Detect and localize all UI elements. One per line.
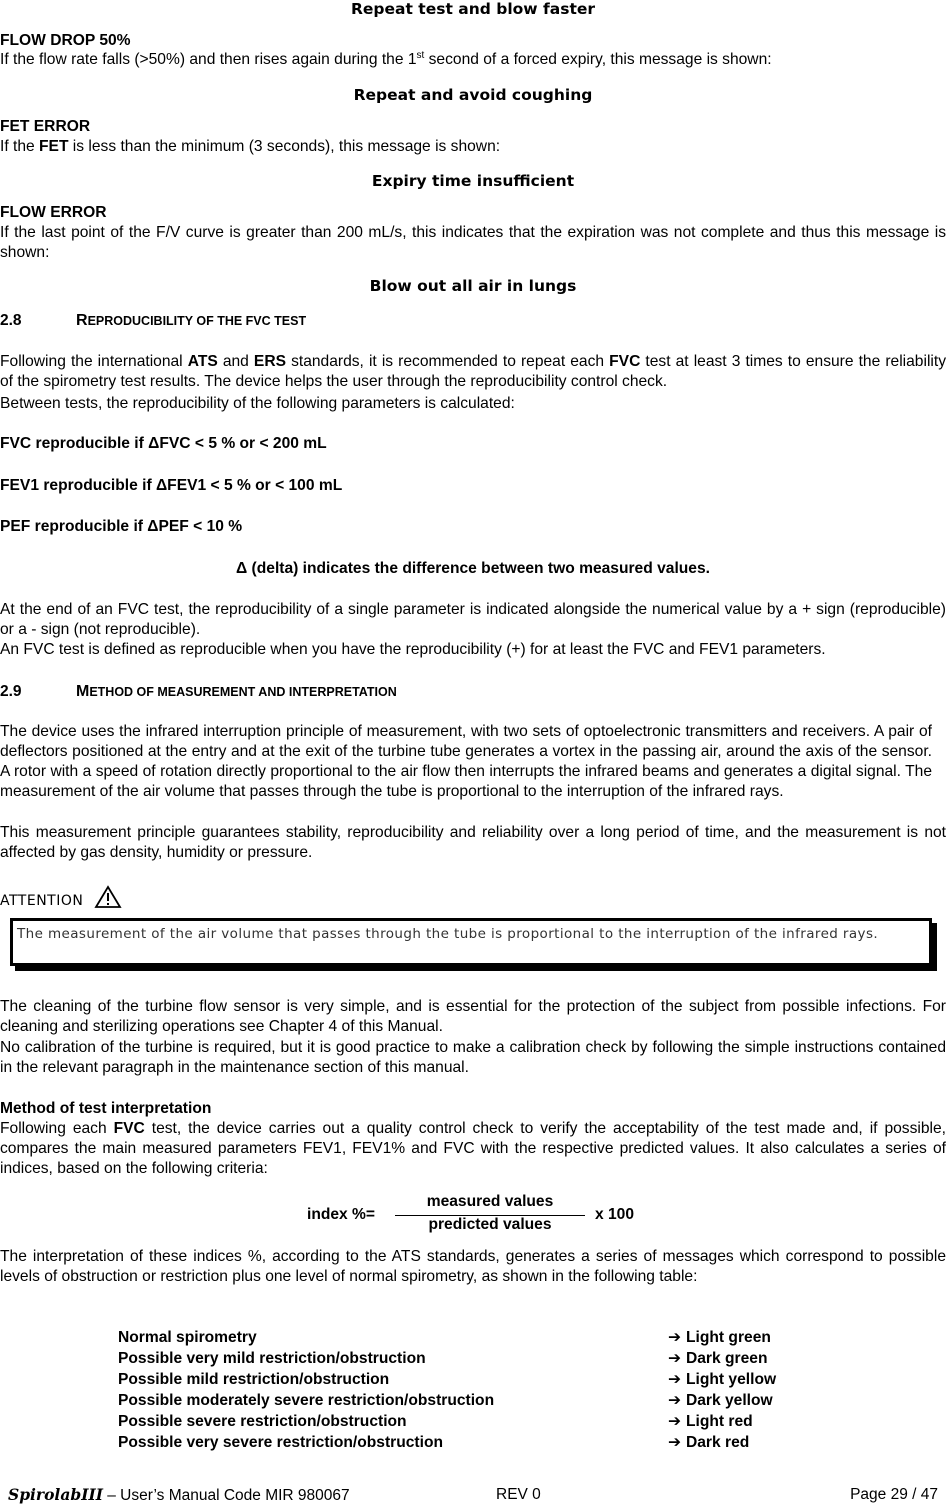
arrow-right-icon: ➔: [668, 1413, 682, 1430]
arrow-right-icon: ➔: [668, 1371, 682, 1388]
message-repeat-faster: Repeat test and blow faster: [350, 0, 596, 18]
delta-note: Δ (delta) indicates the difference between two measured values.: [236, 560, 710, 577]
flow-error-title: FLOW ERROR: [0, 204, 107, 221]
interpretation-paragraph: Following each FVC test, the device carries out a quality control check to verify the acceptability of the test made and, if possible, compares the main measured parameters FEV1, FEV1% and FVC with the respective predicted values. It also calculates a series of indices, based on the following criteria:: [0, 1120, 946, 1177]
message-avoid-coughing: Repeat and avoid coughing: [353, 86, 593, 104]
message-blow-out-air: Blow out all air in lungs: [369, 277, 577, 295]
fet-error-title: FET ERROR: [0, 118, 91, 135]
measurement-principle-paragraph: The device uses the infrared interruption principle of measurement, with two sets of optoelectronic transmitters and receivers. A pair of deflectors positioned at the entry and at the exit of the turbine tube generates a vortex in the passing air, around the axis of the sensor. A rotor with a speed of rotation directly proportional to the air flow then interrupts the infrared beams and generates a digital signal. The measurement of the air volume that passes through the tube is proportional to the interruption of the infrared rays.: [0, 723, 932, 800]
flow-error-text: If the last point of the F/V curve is greater than 200 mL/s, this indicates that the expiration was not complete and thus this message is shown:: [0, 224, 946, 261]
section-2-8-heading: 2.8 REPRODUCIBILITY OF THE FVC TEST: [0, 312, 307, 329]
interpretation-table-intro: The interpretation of these indices %, according to the ATS standards, generates a series of messages which correspond to possible levels of obstruction or restriction plus one level of normal spirometry, as shown in the following table:: [0, 1248, 946, 1285]
flow-drop-text: If the flow rate falls (>50%) and then rises again during the 1st second of a forced expiry, this message is shown:: [0, 49, 772, 68]
criteria-row: Possible mild restriction/obstruction ➔ Light yellow: [118, 1371, 777, 1388]
fev1-rule: FEV1 reproducible if ΔFEV1 < 5 % or < 100 mL: [0, 477, 343, 494]
calibration-paragraph: No calibration of the turbine is required, but it is good practice to make a calibration check by following the simple instructions contained in the relevant paragraph in the maintenance section of this manual.: [0, 1039, 946, 1076]
arrow-right-icon: ➔: [668, 1434, 682, 1451]
fet-error-text: If the FET is less than the minimum (3 seconds), this message is shown:: [0, 138, 501, 155]
reproducibility-sign-paragraph: At the end of an FVC test, the reproducibility of a single parameter is indicated alongside the numerical value by a + sign (reproducible) or a - sign (not reproducible).: [0, 601, 946, 638]
footer-revision: REV 0: [496, 1486, 541, 1503]
measurement-stability-paragraph: This measurement principle guarantees stability, reproducibility and reliability over a long period of time, and the measurement is not affected by gas density, humidity or pressure.: [0, 824, 946, 861]
flow-drop-title: FLOW DROP 50%: [0, 32, 131, 49]
criteria-row: Possible very severe restriction/obstruction ➔ Dark red: [118, 1434, 750, 1451]
arrow-right-icon: ➔: [668, 1329, 682, 1346]
interpretation-title: Method of test interpretation: [0, 1100, 212, 1117]
formula-multiplier: x 100: [595, 1206, 635, 1223]
criteria-row: Possible very mild restriction/obstruction ➔ Dark green: [118, 1350, 768, 1367]
message-expiry-insufficient: Expiry time insufficient: [371, 172, 575, 190]
attention-box: [10, 918, 932, 966]
criteria-row: Possible severe restriction/obstruction ➔ Light red: [118, 1413, 753, 1430]
reproducibility-intro: Between tests, the reproducibility of the following parameters is calculated:: [0, 395, 515, 412]
arrow-right-icon: ➔: [668, 1392, 682, 1409]
criteria-row: Normal spirometry ➔ Light green: [118, 1329, 771, 1346]
arrow-right-icon: ➔: [668, 1350, 682, 1367]
warning-icon: [94, 885, 122, 909]
footer-page-number: Page 29 / 47: [850, 1486, 938, 1503]
criteria-row: Possible moderately severe restriction/obstruction ➔ Dark yellow: [118, 1392, 773, 1409]
attention-text: The measurement of the air volume that passes through the tube is proportional to the interruption of the infrared rays.: [17, 926, 879, 942]
pef-rule: PEF reproducible if ΔPEF < 10 %: [0, 518, 243, 535]
formula-denominator: predicted values: [428, 1216, 552, 1233]
attention-title: ATTENTION: [0, 893, 84, 909]
criteria-table: [118, 1328, 818, 1454]
formula-left: index %=: [307, 1206, 376, 1223]
footer-manual: SpirolabIII – User’s Manual Code MIR 980067: [8, 1485, 350, 1504]
section-2-9-heading: 2.9 METHOD OF MEASUREMENT AND INTERPRETATION: [0, 683, 397, 700]
reproducibility-paragraph: Following the international ATS and ERS standards, it is recommended to repeat each FVC test at least 3 times to ensure the reliability of the spirometry test results. The device helps the user through the reproducibility control check.: [0, 353, 946, 390]
attention-heading: [0, 885, 946, 911]
reproducibility-definition: An FVC test is defined as reproducible when you have the reproducibility (+) for at least the FVC and FEV1 parameters.: [0, 641, 826, 658]
formula-numerator: measured values: [426, 1193, 554, 1210]
fvc-rule: FVC reproducible if ΔFVC < 5 % or < 200 mL: [0, 435, 327, 452]
cleaning-paragraph: The cleaning of the turbine flow sensor is very simple, and is essential for the protection of the subject from possible infections. For cleaning and sterilizing operations see Chapter 4 of this Manual.: [0, 998, 946, 1035]
